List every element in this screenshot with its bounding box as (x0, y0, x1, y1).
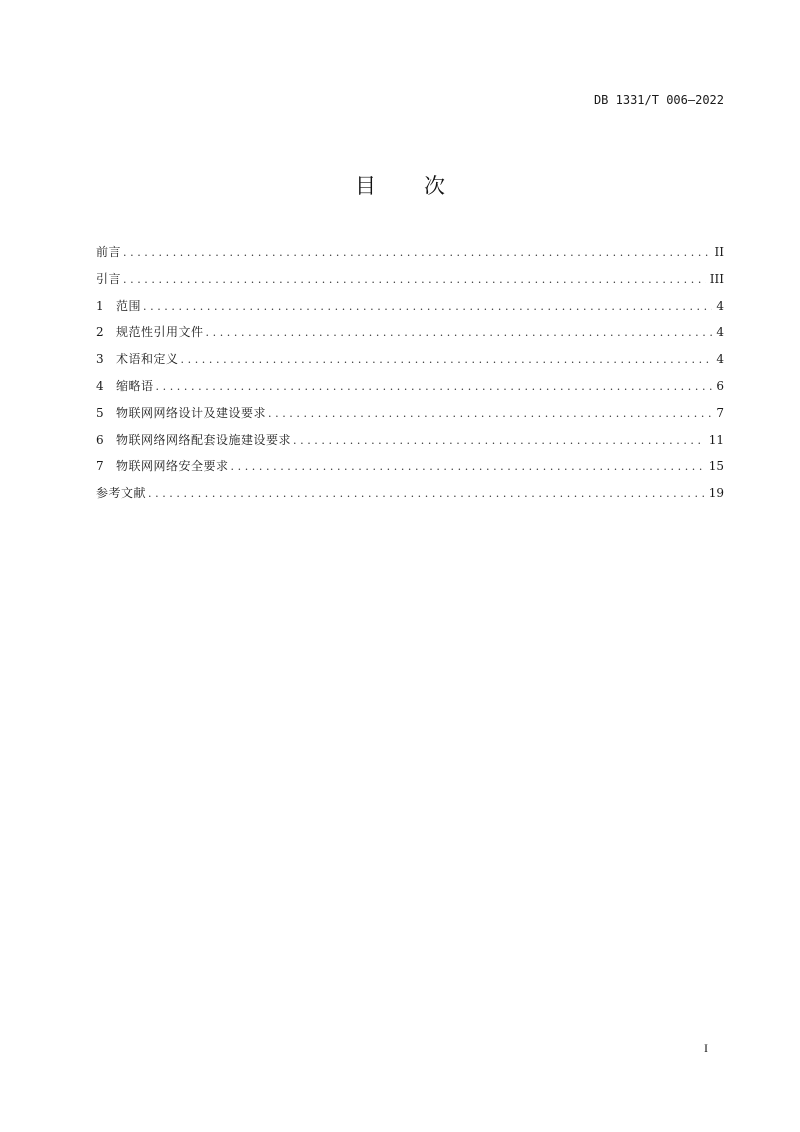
toc-entry-abbreviations[interactable] (96, 377, 724, 404)
title-char-2: 次 (424, 174, 445, 198)
toc-entry-design-requirements[interactable] (96, 404, 724, 431)
document-code: DB 1331/T 006—2022 (593, 93, 724, 107)
toc-entry-label: 术语和定义 (116, 352, 179, 367)
toc-entry-label: 物联网络网络配套设施建设要求 (116, 432, 292, 447)
toc-leader-dots (231, 460, 705, 473)
toc-entry-page: 6 (716, 378, 724, 393)
toc-entry-number: 6 (96, 432, 104, 447)
page-title (0, 170, 800, 200)
toc-entry-page: II (714, 245, 724, 259)
toc-entry-page: 7 (716, 405, 724, 420)
toc-entry-label: 范围 (116, 298, 142, 313)
toc-entry-page: 4 (716, 325, 724, 340)
toc-entry-page: III (709, 271, 724, 286)
toc-entry-label: 物联网网络安全要求 (116, 459, 229, 474)
toc-leader-dots (156, 380, 712, 393)
toc-entry-page: 19 (708, 486, 724, 501)
toc-entry-number: 4 (96, 378, 104, 393)
toc-leader-dots (268, 407, 712, 420)
toc-entry-scope[interactable] (96, 297, 724, 324)
toc-entry-number: 7 (96, 459, 104, 474)
toc-entry-terms-definitions[interactable] (96, 350, 724, 377)
page-number: I (704, 1041, 708, 1055)
title-char-1: 目 (355, 174, 376, 198)
toc-entry-label: 引言 (96, 271, 122, 286)
toc-entry-label: 缩略语 (116, 378, 154, 393)
toc-entry-page: 4 (716, 352, 724, 367)
toc-leader-dots (206, 326, 712, 339)
toc-leader-dots (143, 300, 712, 313)
toc-entry-normative-references[interactable] (96, 323, 724, 350)
toc-entry-foreword[interactable] (96, 243, 724, 270)
toc-leader-dots (293, 434, 705, 447)
toc-leader-dots (123, 273, 706, 286)
toc-entry-page: 4 (716, 298, 724, 313)
table-of-contents (96, 243, 724, 511)
toc-entry-label: 规范性引用文件 (116, 325, 204, 340)
toc-leader-dots (181, 353, 712, 366)
toc-leader-dots (123, 246, 711, 259)
toc-entry-number: 2 (96, 325, 104, 340)
toc-entry-label: 物联网网络设计及建设要求 (116, 405, 267, 420)
toc-entry-page: 15 (708, 459, 724, 474)
toc-entry-page: 11 (708, 432, 724, 447)
toc-entry-number: 3 (96, 352, 104, 367)
toc-entry-security-requirements[interactable] (96, 457, 724, 484)
toc-leader-dots (148, 487, 705, 500)
toc-entry-introduction[interactable] (96, 270, 724, 297)
toc-entry-number: 1 (96, 298, 104, 313)
toc-entry-label: 前言 (96, 245, 122, 259)
toc-entry-number: 5 (96, 405, 104, 420)
toc-entry-bibliography[interactable] (96, 484, 724, 511)
toc-entry-facility-requirements[interactable] (96, 431, 724, 458)
toc-entry-label: 参考文献 (96, 486, 147, 501)
